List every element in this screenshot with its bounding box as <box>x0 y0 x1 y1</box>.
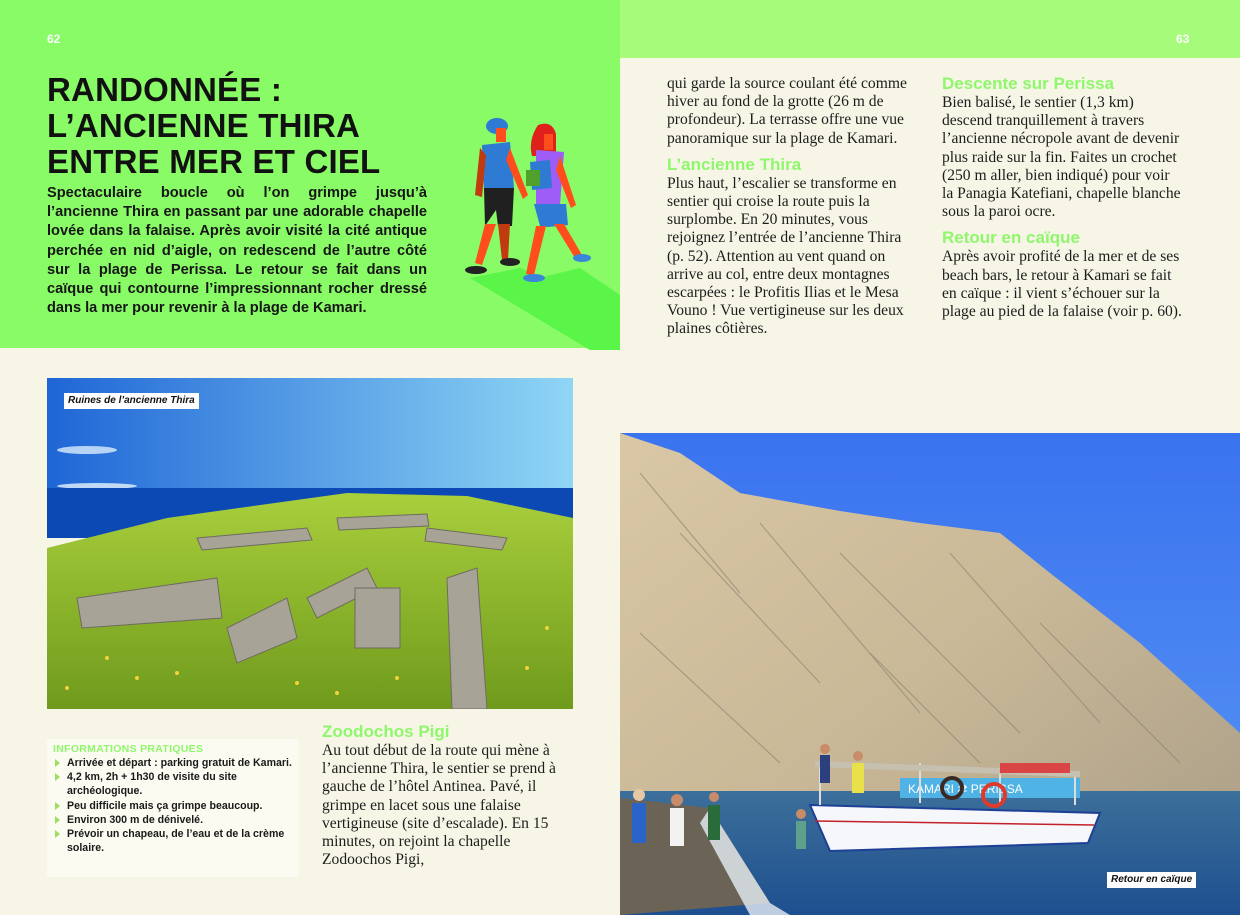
cliff-boat-image <box>620 433 1240 915</box>
ruins-landscape-image <box>47 378 573 709</box>
info-item-distance: 4,2 km, 2h + 1h30 de visite du site archéologique. <box>53 770 293 798</box>
title-line-1: RANDONNÉE : <box>47 71 283 108</box>
section-body-zoodochos: Au tout début de la route qui mène à l’ancienne Thira, le sentier se prend à gauche de l’hôtel Antinea. Pavé, il grimpe en lacet sous une falaise vertigineuse (site d’escalade). En 15 minutes, on rejoint la chapelle Zodoochos Pigi, <box>322 742 556 869</box>
hikers-illustration <box>440 100 620 350</box>
section-heading-zoodochos: Zoodochos Pigi <box>322 722 450 741</box>
info-list <box>53 756 293 855</box>
intro-paragraph: Spectaculaire boucle où l’on grimpe jusqu’à l’ancienne Thira en passant par une adorable chapelle lovée dans la falaise. Après avoir visité la cité antique perchée en nid d’aigle, on redescend de l’autre côté sur la plage de Perissa. Le retour se fait dans un caïque qui contourne l’impressionnant rocher dressé dans la mer pour revenir à la plage de Kamari. <box>47 185 427 317</box>
boat-photo <box>620 433 1240 915</box>
continued-text: qui garde la source coulant été comme hiver au fond de la grotte (26 m de profondeur). La terrasse offre une vue panoramique sur la plage de Kamari. <box>667 75 907 147</box>
info-item-arrival: Arrivée et départ : parking gratuit de Kamari. <box>53 756 293 770</box>
column-middle <box>667 75 917 339</box>
page-number-left: 62 <box>47 32 61 46</box>
info-item-difficulty: Peu difficile mais ça grimpe beaucoup. <box>53 799 293 813</box>
page-title <box>47 72 380 180</box>
section-body-ancienne-thira: Plus haut, l’escalier se transforme en sentier qui croise la route puis la surplombe. En 20 minutes, vous rejoignez l’entrée de l’ancienne Thira (p. 52). Attention au vent quand on arrive au col, entre deux montagnes escarpées : le Profitis Ilias et le Mesa Vouno ! Vue vertigineuse sur les deux plaines côtières. <box>667 174 904 338</box>
section-heading-retour: Retour en caïque <box>942 228 1080 248</box>
right-header-band <box>620 0 1240 58</box>
info-item-elevation: Environ 300 m de dénivelé. <box>53 813 293 827</box>
ruins-photo-caption: Ruines de l’ancienne Thira <box>64 393 199 409</box>
section-body-perissa: Bien balisé, le sentier (1,3 km) descend tranquillement à travers l’ancienne nécropole avant de devenir plus raide sur la fin. Faites un crochet (250 m aller, bien indiqué) pour voir la Panagia Katefiani, chapelle blanche sous la paroi ocre. <box>942 94 1181 221</box>
section-heading-ancienne-thira: L’ancienne Thira <box>667 154 802 174</box>
section-heading-perissa: Descente sur Perissa <box>942 74 1114 93</box>
section-body-retour: Après avoir profité de la mer et de ses beach bars, le retour à Kamari se fait en caïque : il vient s’échouer sur la plage au pied de la falaise (voir p. 60). <box>942 248 1182 321</box>
column-right <box>942 74 1182 321</box>
title-line-3: ENTRE MER ET CIEL <box>47 143 381 180</box>
info-box <box>47 739 299 877</box>
title-line-2: L’ANCIENNE THIRA <box>47 107 361 144</box>
info-item-bring: Prévoir un chapeau, de l’eau et de la crème solaire. <box>53 827 293 855</box>
boat-sign: KAMARI ⇄ PERISSA <box>908 782 1023 796</box>
ruins-photo <box>47 378 573 709</box>
page-number-right: 63 <box>1176 32 1190 46</box>
info-box-heading: INFORMATIONS PRATIQUES <box>53 743 204 755</box>
boat-photo-caption: Retour en caïque <box>1107 872 1196 888</box>
section-zoodochos-pigi <box>322 722 577 869</box>
